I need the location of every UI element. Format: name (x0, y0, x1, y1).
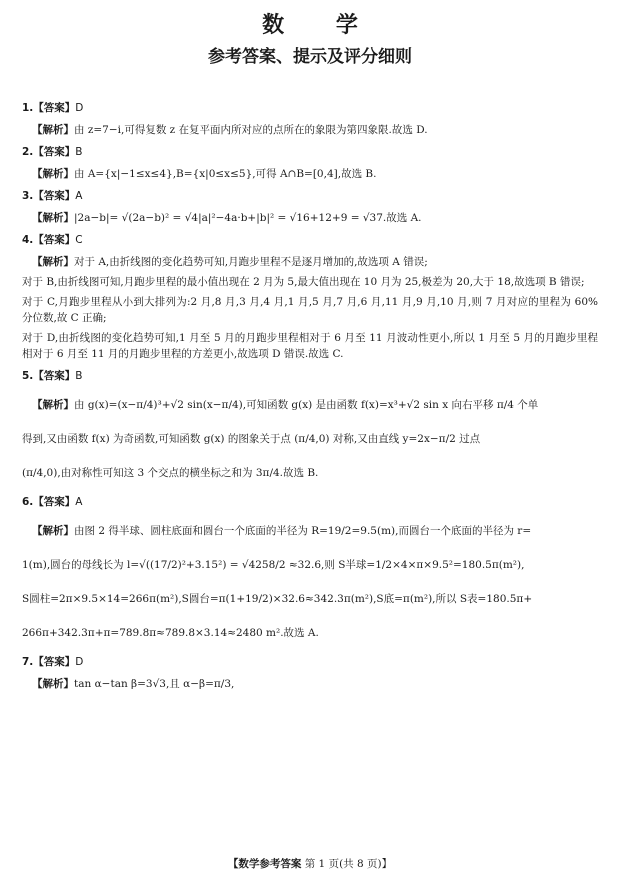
page-subtitle: 参考答案、提示及评分细则 (208, 47, 412, 67)
question-4-answer: 4.【答案】C (22, 234, 83, 246)
question-1-answer: 1.【答案】D (22, 102, 84, 114)
question-4-analysis: 【解析】对于 A,由折线图的变化趋势可知,月跑步里程不是逐月增加的,故选项 A 错误; (32, 256, 428, 268)
question-5-answer: 5.【答案】B (22, 370, 83, 382)
page-title: 数 学 (262, 13, 380, 38)
question-1-analysis: 【解析】由 z=7−i,可得复数 z 在复平面内所对应的点所在的象限为第四象限.故选 D. (32, 124, 428, 136)
question-3-answer: 3.【答案】A (22, 190, 83, 202)
question-4-line-b: 对于 B,由折线图可知,月跑步里程的最小值出现在 2 月为 5,最大值出现在 10 月为 25,极差为 20,大于 18,故选项 B 错误; (22, 276, 585, 288)
question-6-line-3: S圆柱=2π×9.5×14=266π(m²),S圆台=π(1+19/2)×32.6≈342.3π(m²),S底=π(m²),所以 S表=180.5π+ (22, 593, 533, 605)
question-6-line-4: 266π+342.3π+π=789.8π≈789.8×3.14≈2480 m².故选 A. (22, 627, 319, 639)
question-3-analysis: 【解析】|2a−b|= √(2a−b)² = √4|a|²−4a·b+|b|² = √16+12+9 = √37.故选 A. (32, 212, 422, 224)
question-2-answer: 2.【答案】B (22, 146, 83, 158)
answer-content (22, 94, 598, 692)
question-5-analysis: 【解析】由 g(x)=(x−π/4)³+√2 sin(x−π/4),可知函数 g(x) 是由函数 f(x)=x³+√2 sin x 向右平移 π/4 个单 (32, 399, 539, 411)
question-2-analysis: 【解析】由 A={x|−1≤x≤4},B={x|0≤x≤5},可得 A∩B=[0,4],故选 B. (32, 168, 377, 180)
page-footer (0, 856, 620, 871)
question-6-line-2: 1(m),圆台的母线长为 l=√((17/2)²+3.15²) = √4258/2 ≈32.6,则 S半球=1/2×4×π×9.5²=180.5π(m²), (22, 559, 525, 571)
footer-page-number: 第 1 页(共 8 页)】 (304, 858, 393, 870)
question-4-line-c: 对于 C,月跑步里程从小到大排列为:2 月,8 月,3 月,4 月,1 月,5 月,7 月,6 月,11 月,9 月,10 月,则 7 月对应的里程为 60% 分位数,故 C 正确; (22, 296, 598, 324)
footer-tag: 【数学参考答案 (227, 858, 302, 870)
question-6-analysis: 【解析】由图 2 得半球、圆柱底面和圆台一个底面的半径为 R=19/2=9.5(m),而圆台一个底面的半径为 r= (32, 525, 532, 537)
question-7-answer: 7.【答案】D (22, 656, 84, 668)
question-5-line-3: (π/4,0),由对称性可知这 3 个交点的横坐标之和为 3π/4.故选 B. (22, 467, 319, 479)
question-7-analysis: 【解析】tan α−tan β=3√3,且 α−β=π/3, (32, 678, 235, 690)
question-5-line-2: 得到,又由函数 f(x) 为奇函数,可知函数 g(x) 的图象关于点 (π/4,0) 对称,又由直线 y=2x−π/2 过点 (22, 433, 481, 445)
question-6-answer: 6.【答案】A (22, 496, 83, 508)
question-4-line-d: 对于 D,由折线图的变化趋势可知,1 月至 5 月的月跑步里程相对于 6 月至 11 月波动性更小,所以 1 月至 5 月的月跑步里程相对于 6 月至 11 月的月跑步里程的方差更小,故选项 D 错误.故选 C. (22, 332, 598, 360)
